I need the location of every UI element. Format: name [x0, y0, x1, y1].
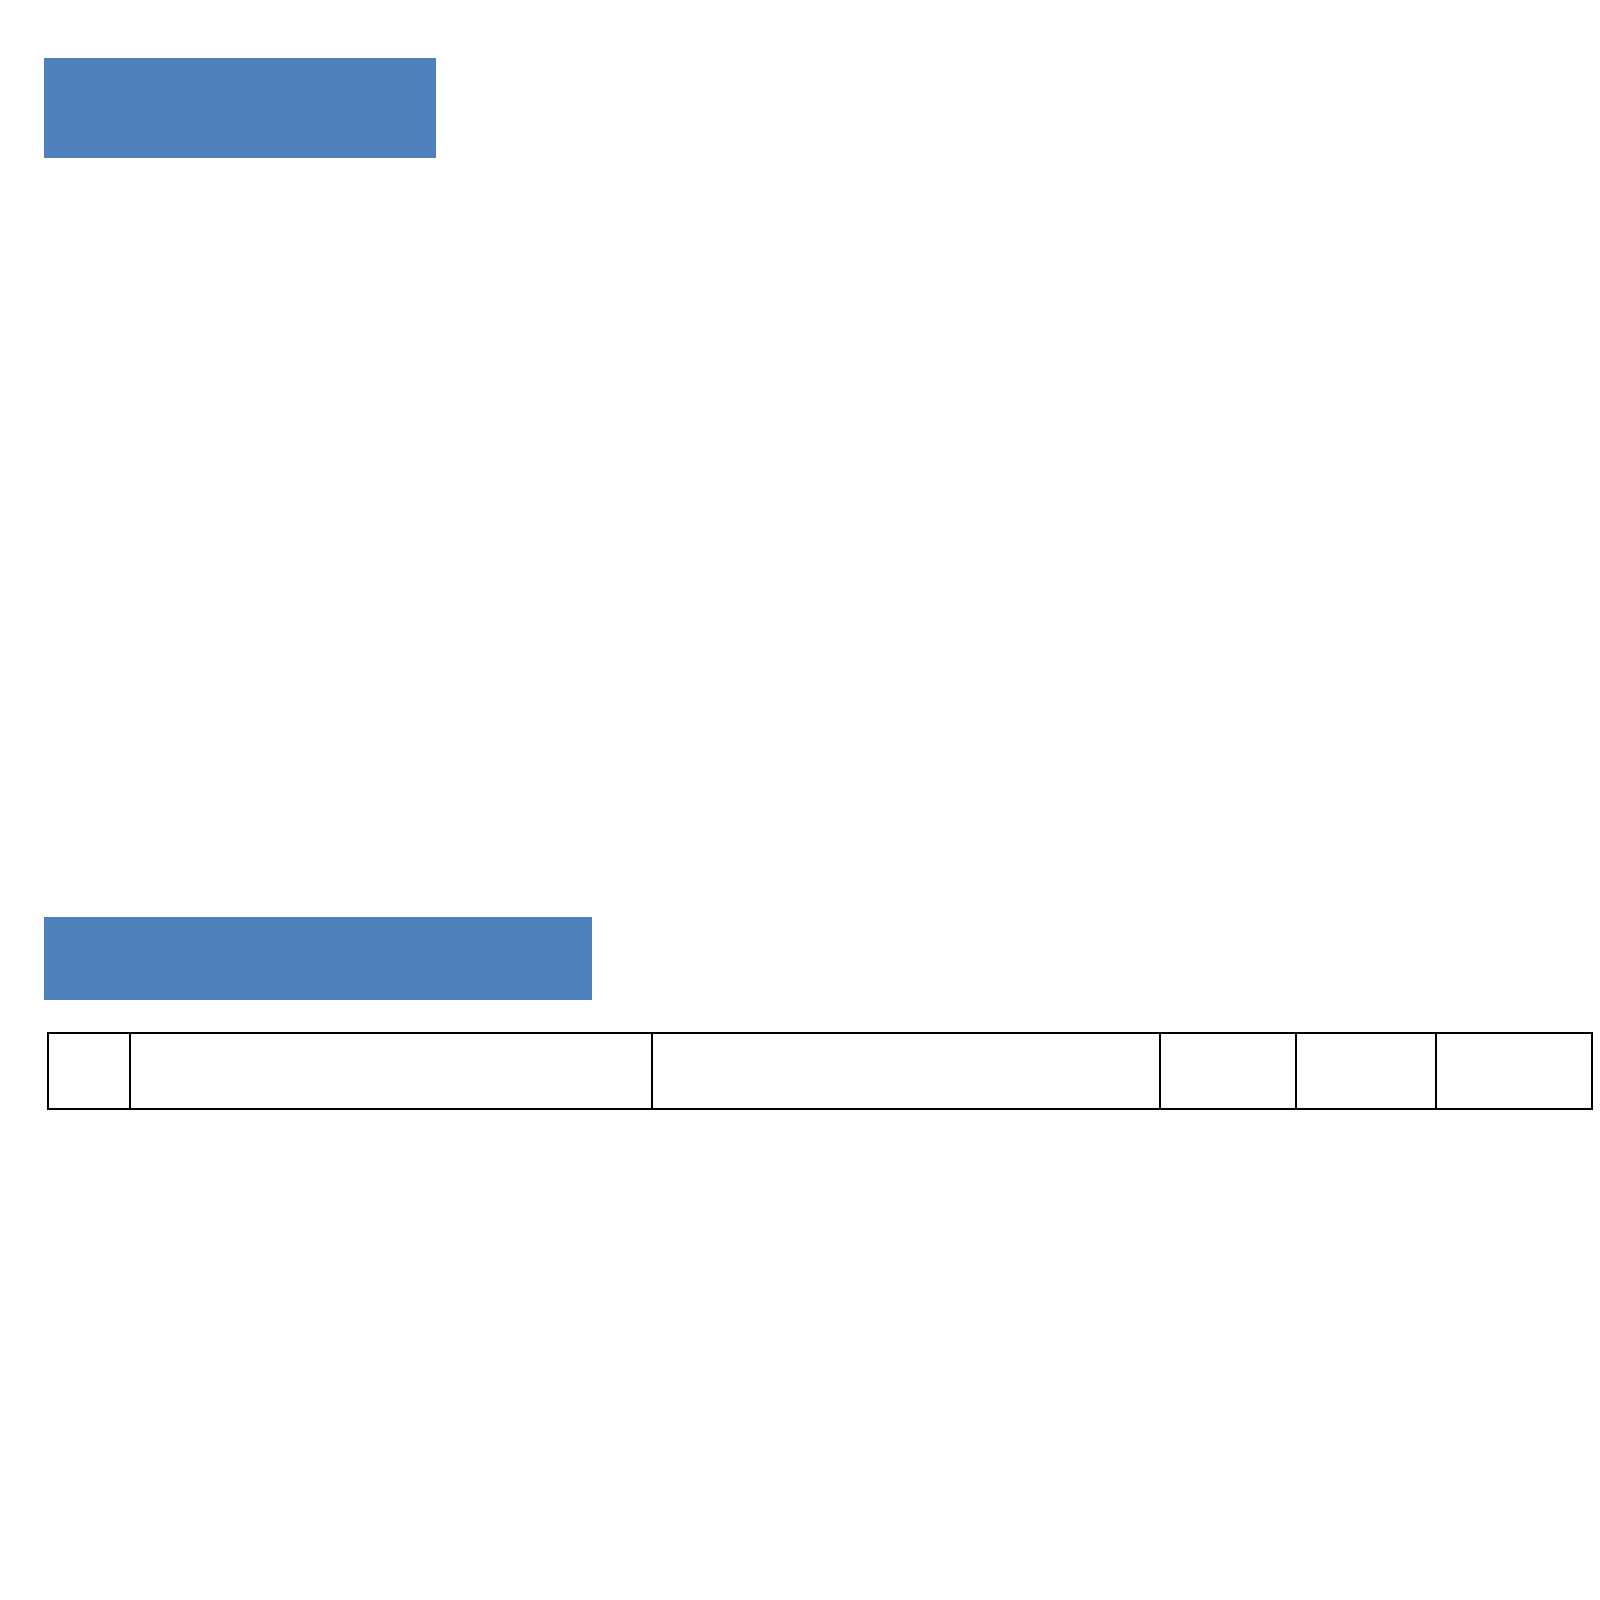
product-parameters-heading [44, 58, 436, 158]
hexagon-layout-diagram [90, 290, 620, 810]
header-specification [652, 1033, 1160, 1109]
accessory-header-row [48, 1033, 1592, 1109]
header-unit [1296, 1033, 1436, 1109]
accessory-list-heading [44, 917, 592, 1000]
header-qty [1160, 1033, 1296, 1109]
header-name [130, 1033, 652, 1109]
header-qc [1436, 1033, 1592, 1109]
header-no [48, 1033, 130, 1109]
accessory-list-table [47, 1032, 1593, 1110]
